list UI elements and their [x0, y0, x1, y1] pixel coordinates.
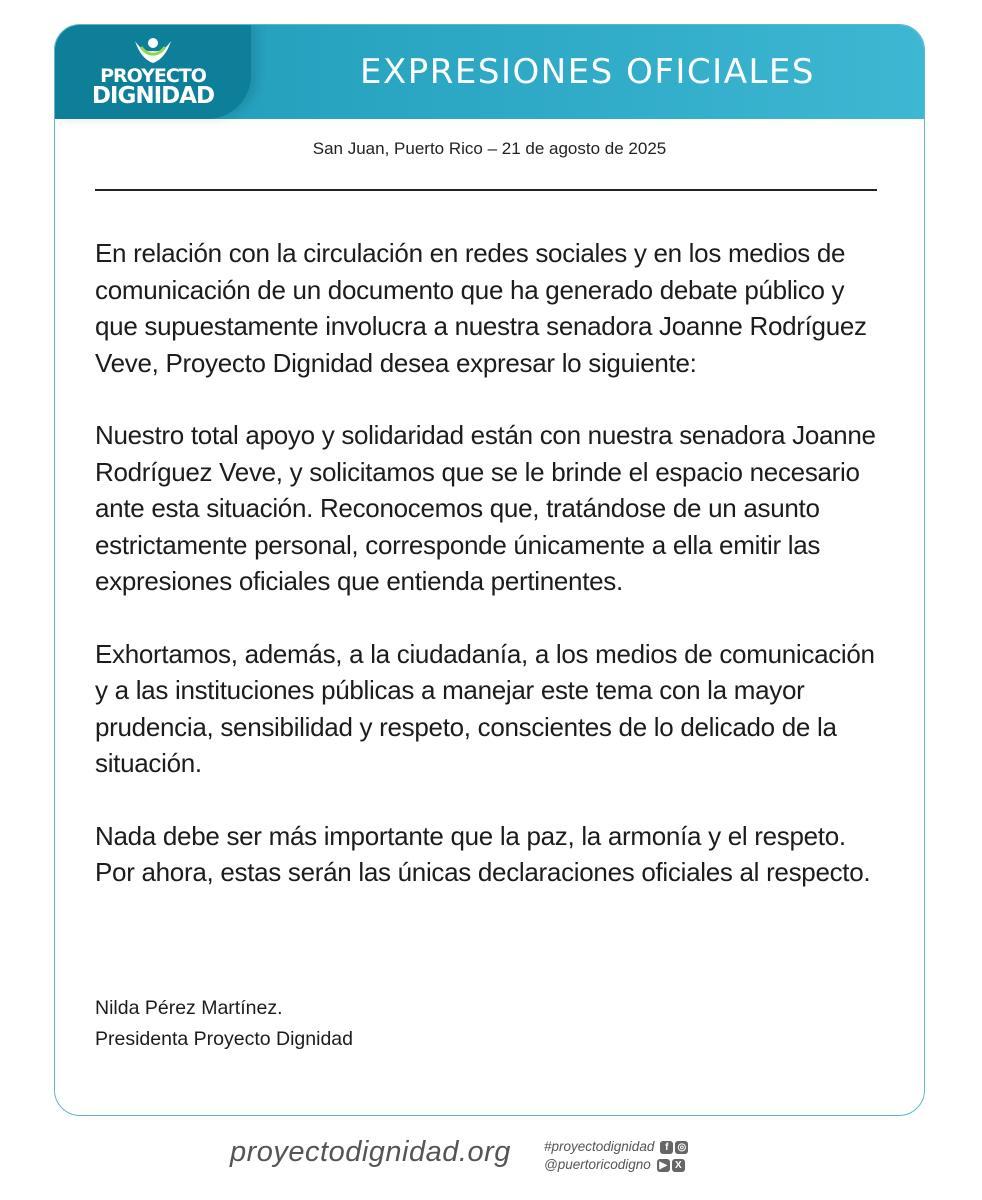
hashtag-row: [544, 1138, 688, 1156]
youtube-icon[interactable]: ▶: [657, 1159, 670, 1172]
logo-figure-icon: [133, 37, 173, 65]
signature-block: [95, 993, 353, 1055]
website-link[interactable]: proyectodignidad.org: [230, 1136, 511, 1168]
statement-body: [95, 235, 885, 927]
dateline: San Juan, Puerto Rico – 21 de agosto de 2025: [312, 139, 667, 158]
statement-card: [54, 24, 925, 1116]
paragraph: En relación con la circulación en redes sociales y en los medios de comunicación de un documento que ha generado debate público y que supuestamente involucra a nuestra senadora Joanne Rodríguez Veve, Proyecto Dignidad desea expresar lo siguiente:: [95, 238, 867, 378]
header-banner: [55, 25, 924, 119]
handle-row: [544, 1156, 688, 1174]
divider: [95, 189, 877, 191]
paragraph: Nada debe ser más importante que la paz, la armonía y el respeto. Por ahora, estas serán las únicas declaraciones oficiales al respecto.: [95, 820, 871, 887]
signature-name: Nilda Pérez Martínez.: [95, 997, 283, 1019]
hashtag-text: #proyectodignidad: [544, 1139, 655, 1154]
paragraph: Nuestro total apoyo y solidaridad están con nuestra senadora Joanne Rodríguez Veve, y solicitamos que se le brinde el espacio necesario ante esta situación. Reconocemos que, tratándose de un asunto estrictamente personal, corresponde únicamente a ella emitir las expresiones oficiales que entienda pertinentes.: [95, 420, 876, 596]
signature-role: Presidenta Proyecto Dignidad: [95, 1028, 353, 1050]
logo: [55, 25, 251, 119]
logo-text-line1: PROYECTO: [100, 65, 206, 87]
paragraph: Exhortamos, además, a la ciudadanía, a los medios de comunicación y a las instituciones públicas a manejar este tema con la mayor prudencia, sensibilidad y respeto, conscientes de lo delicado de la situación.: [95, 638, 875, 778]
x-icon[interactable]: X: [672, 1159, 685, 1172]
instagram-icon[interactable]: ◎: [675, 1141, 688, 1154]
handle-text: @puertoricodigno: [544, 1157, 651, 1172]
facebook-icon[interactable]: f: [660, 1141, 673, 1154]
page-title: EXPRESIONES OFICIALES: [360, 52, 815, 92]
logo-text-line2: DIGNIDAD: [91, 83, 215, 109]
social-handles: [544, 1138, 688, 1174]
